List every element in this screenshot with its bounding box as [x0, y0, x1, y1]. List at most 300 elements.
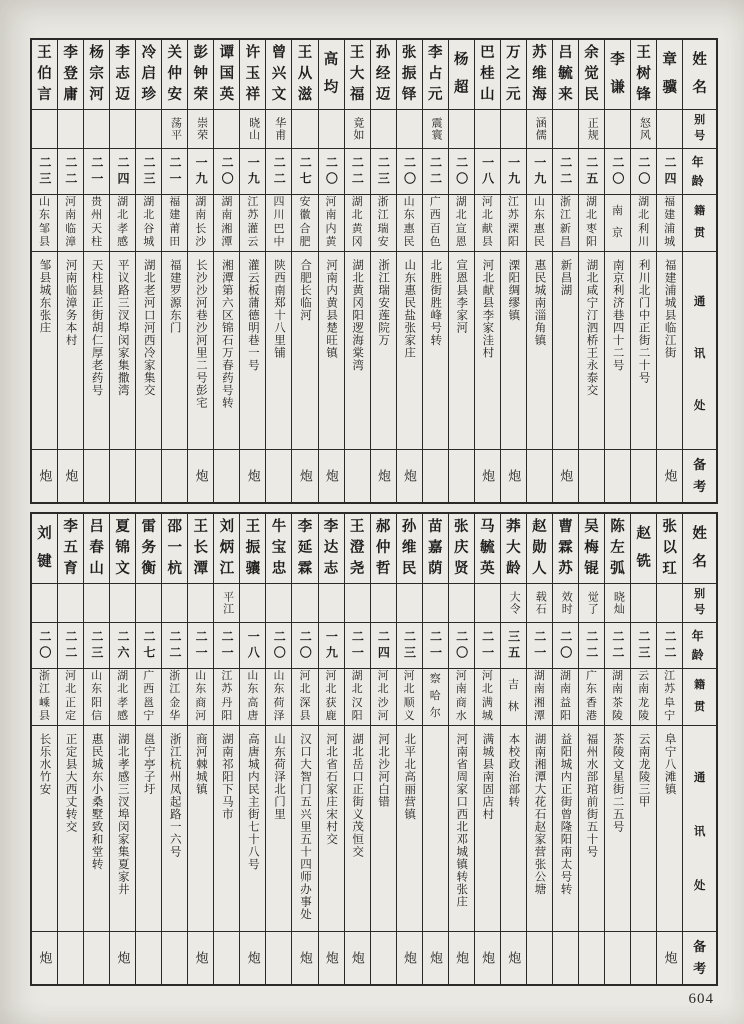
age-cell: 二七 [136, 623, 161, 669]
name-cell: 刘 键 [32, 514, 57, 584]
note-cell: 炮 [506, 469, 522, 483]
address-cell: 湖北黄冈阳逻海棠湾 [345, 252, 370, 450]
alias-cell [397, 584, 422, 623]
address-cell: 福建罗源东门 [162, 252, 187, 450]
origin-cell: 山 东 阳 信 [84, 669, 109, 726]
person-column [423, 514, 449, 984]
note-cell [527, 932, 552, 984]
person-column [32, 514, 58, 984]
name-cell: 李 五 育 [58, 514, 83, 584]
name-cell: 彭 钟 荣 [188, 40, 213, 110]
person-column [84, 514, 110, 984]
alias-cell: 涵儒 [527, 110, 552, 149]
address-cell [423, 726, 448, 932]
person-column [240, 514, 266, 984]
note-cell: 炮 [297, 469, 313, 483]
name-cell: 莽 大 龄 [501, 514, 526, 584]
note-cell [84, 450, 109, 502]
note-cell: 炮 [115, 951, 131, 965]
person-column [449, 40, 475, 502]
age-cell: 二三 [32, 149, 57, 195]
address-cell: 北胜街胜峰号转 [423, 252, 448, 450]
origin-cell: 湖 北 宣 恩 [449, 195, 474, 252]
age-cell: 二〇 [397, 149, 422, 195]
address-cell: 湖南湘潭大花石赵家营张公塘 [527, 726, 552, 932]
address-cell: 灌云板蒲德明巷一号 [240, 252, 265, 450]
alias-cell [319, 110, 344, 149]
age-cell: 二二 [423, 149, 448, 195]
age-cell: 二〇 [214, 149, 239, 195]
age-cell: 一八 [475, 149, 500, 195]
name-cell: 刘 炳 江 [214, 514, 239, 584]
person-column [423, 40, 449, 502]
age-cell: 二一 [423, 623, 448, 669]
person-column [345, 40, 371, 502]
address-cell: 邹县城东张庄 [32, 252, 57, 450]
alias-cell: 崇荣 [188, 110, 213, 149]
origin-cell: 四 川 巴 中 [266, 195, 291, 252]
age-cell: 二一 [162, 149, 187, 195]
person-column [32, 40, 58, 502]
alias-cell [162, 584, 187, 623]
origin-cell: 山 东 惠 民 [397, 195, 422, 252]
row-label-note: 备 考 [693, 939, 707, 977]
age-cell: 一八 [240, 623, 265, 669]
age-cell: 二〇 [319, 149, 344, 195]
address-cell: 福建浦城县临江街 [657, 252, 682, 450]
row-label-origin: 籍 贯 [683, 669, 716, 726]
alias-cell [136, 584, 161, 623]
address-cell: 新昌湖 [553, 252, 578, 450]
name-cell: 王 振 骧 [240, 514, 265, 584]
origin-cell: 湖 北 黄 冈 [345, 195, 370, 252]
age-cell: 二〇 [266, 623, 291, 669]
alias-cell [214, 110, 239, 149]
note-cell: 炮 [506, 951, 522, 965]
origin-cell: 广 东 香 港 [579, 669, 604, 726]
address-cell: 云南龙陵三甲 [631, 726, 656, 932]
note-cell [345, 450, 370, 502]
note-cell: 炮 [558, 469, 574, 483]
origin-cell: 南 京 [605, 195, 630, 252]
alias-cell [319, 584, 344, 623]
name-cell: 苗 嘉 荫 [423, 514, 448, 584]
name-cell: 邵 一 杭 [162, 514, 187, 584]
alias-cell [501, 110, 526, 149]
name-cell: 吴 梅 锟 [579, 514, 604, 584]
alias-cell: 载石 [527, 584, 552, 623]
age-cell: 二五 [579, 149, 604, 195]
alias-cell [371, 584, 396, 623]
address-cell: 商河棘城镇 [188, 726, 213, 932]
person-column [605, 40, 631, 502]
address-cell: 湖北咸宁汀泗桥王永泰交 [579, 252, 604, 450]
age-cell: 二二 [162, 623, 187, 669]
person-column [527, 514, 553, 984]
alias-cell [32, 584, 57, 623]
age-cell: 二二 [58, 149, 83, 195]
alias-cell [58, 110, 83, 149]
alias-cell: 华甫 [266, 110, 291, 149]
address-cell: 茶陵文星街二五号 [605, 726, 630, 932]
alias-cell [84, 110, 109, 149]
name-cell: 李 延 霖 [292, 514, 317, 584]
note-cell [58, 932, 83, 984]
note-cell [214, 450, 239, 502]
name-cell: 王 大 福 [345, 40, 370, 110]
address-cell: 河北沙河白错 [371, 726, 396, 932]
age-cell: 二〇 [449, 623, 474, 669]
address-cell: 邕宁亭子圩 [136, 726, 161, 932]
row-label-age: 年 龄 [683, 149, 716, 195]
note-cell [84, 932, 109, 984]
alias-cell [657, 110, 682, 149]
alias-cell: 怒风 [631, 110, 656, 149]
alias-cell [110, 110, 135, 149]
person-column [579, 40, 605, 502]
origin-cell: 山 东 邹 县 [32, 195, 57, 252]
row-label-alias: 别 号 [683, 584, 716, 623]
note-cell [527, 450, 552, 502]
name-cell: 曹 霖 苏 [553, 514, 578, 584]
note-cell: 炮 [245, 469, 261, 483]
note-cell [631, 450, 656, 502]
age-cell: 二二 [266, 149, 291, 195]
address-cell: 天柱县正街胡仁厚老药号 [84, 252, 109, 450]
name-cell: 李 志 迈 [110, 40, 135, 110]
address-cell: 平议路三汊埠闵家集撒湾 [110, 252, 135, 450]
person-column [266, 514, 292, 984]
name-cell: 关 仲 安 [162, 40, 187, 110]
note-cell: 炮 [37, 951, 53, 965]
address-cell: 浙江杭州凤起路一六号 [162, 726, 187, 932]
origin-cell: 河 北 获 鹿 [319, 669, 344, 726]
name-cell: 李 登 庸 [58, 40, 83, 110]
address-cell: 惠民城南淄角镇 [527, 252, 552, 450]
alias-cell: 荡平 [162, 110, 187, 149]
address-cell: 长沙沙河巷沙河里二号彭宅 [188, 252, 213, 450]
address-cell: 河北省石家庄宋村交 [319, 726, 344, 932]
person-column [162, 40, 188, 502]
address-cell: 湘潭第六区锦石万春药号转 [214, 252, 239, 450]
address-cell: 宣恩县李家河 [449, 252, 474, 450]
note-cell: 炮 [402, 951, 417, 965]
origin-cell: 湖 北 利 川 [631, 195, 656, 252]
alias-cell [58, 584, 83, 623]
origin-cell: 贵 州 天 柱 [84, 195, 109, 252]
name-cell: 余 觉 民 [579, 40, 604, 110]
age-cell: 二〇 [292, 623, 317, 669]
name-cell: 赵 铣 [631, 514, 656, 584]
person-column [136, 514, 162, 984]
origin-cell: 察 哈 尔 [423, 669, 448, 726]
note-cell [605, 932, 630, 984]
person-column [214, 514, 240, 984]
alias-cell [605, 110, 630, 149]
alias-cell [657, 584, 682, 623]
address-cell: 溧阳绸缪镇 [501, 252, 526, 450]
note-cell [423, 450, 448, 502]
age-cell: 三五 [501, 623, 526, 669]
person-column [657, 514, 683, 984]
name-cell: 谭 国 英 [214, 40, 239, 110]
note-cell [136, 450, 161, 502]
note-cell [266, 450, 291, 502]
person-column [605, 514, 631, 984]
person-column [631, 514, 657, 984]
name-cell: 陈 左 弧 [605, 514, 630, 584]
name-cell: 苏 维 海 [527, 40, 552, 110]
age-cell: 二三 [397, 623, 422, 669]
age-cell: 二二 [58, 623, 83, 669]
age-cell: 二〇 [553, 623, 578, 669]
origin-cell: 浙 江 瑞 安 [371, 195, 396, 252]
name-cell: 许 玉 祥 [240, 40, 265, 110]
origin-cell: 河 北 沙 河 [371, 669, 396, 726]
row-label-origin: 籍 贯 [683, 195, 716, 252]
alias-cell [397, 110, 422, 149]
person-column [214, 40, 240, 502]
address-cell: 长乐水竹安 [32, 726, 57, 932]
note-cell: 炮 [37, 469, 53, 483]
name-cell: 王 长 潭 [188, 514, 213, 584]
address-cell: 湖南祁阳下马市 [214, 726, 239, 932]
origin-cell: 河 南 内 黄 [319, 195, 344, 252]
row-label-note: 备 考 [693, 457, 707, 495]
address-cell: 阜宁八滩镇 [657, 726, 682, 932]
name-cell: 巴 桂 山 [475, 40, 500, 110]
address-cell: 福州水部琯前街五十号 [579, 726, 604, 932]
age-cell: 二〇 [449, 149, 474, 195]
age-cell: 二〇 [631, 149, 656, 195]
address-cell: 汉口大智门五兴里五十四师办事处 [292, 726, 317, 932]
origin-cell: 江 苏 丹 阳 [214, 669, 239, 726]
person-column [553, 514, 579, 984]
name-cell: 冷 启 珍 [136, 40, 161, 110]
row-label-address: 通 讯 处 [683, 252, 716, 450]
person-column [501, 40, 527, 502]
alias-cell: 效时 [553, 584, 578, 623]
alias-cell [110, 584, 135, 623]
origin-cell: 湖 北 孝 感 [110, 195, 135, 252]
alias-cell [449, 110, 474, 149]
person-column [58, 40, 84, 502]
note-cell: 炮 [297, 951, 313, 965]
alias-cell [292, 110, 317, 149]
note-cell [553, 932, 578, 984]
alias-cell: 震寰 [423, 110, 448, 149]
alias-cell: 大令 [501, 584, 526, 623]
address-cell: 河南内黄县楚旺镇 [319, 252, 344, 450]
name-cell: 曾 兴 文 [266, 40, 291, 110]
origin-cell: 湖 南 长 沙 [188, 195, 213, 252]
person-column [657, 40, 683, 502]
address-cell: 山东荷泽北门里 [266, 726, 291, 932]
age-cell: 二一 [84, 149, 109, 195]
person-column [58, 514, 84, 984]
roster-table-upper [30, 38, 718, 504]
age-cell: 二二 [579, 623, 604, 669]
origin-cell: 广 西 百 色 [423, 195, 448, 252]
origin-cell: 湖 南 茶 陵 [605, 669, 630, 726]
origin-cell: 山 东 高 唐 [240, 669, 265, 726]
person-column [397, 40, 423, 502]
age-cell: 一九 [319, 623, 344, 669]
note-cell [579, 450, 604, 502]
person-column [631, 40, 657, 502]
row-label-column [683, 514, 716, 984]
alias-cell [371, 110, 396, 149]
age-cell: 二三 [631, 623, 656, 669]
address-cell: 满城县南固店村 [475, 726, 500, 932]
person-column [345, 514, 371, 984]
origin-cell: 福 建 莆 田 [162, 195, 187, 252]
alias-cell [475, 584, 500, 623]
origin-cell: 浙 江 新 昌 [553, 195, 578, 252]
name-cell: 张 庆 贤 [449, 514, 474, 584]
row-label-name: 姓 名 [683, 514, 716, 584]
address-cell: 高唐城内民主街七十八号 [240, 726, 265, 932]
person-column [110, 514, 136, 984]
note-cell [136, 932, 161, 984]
name-cell: 牛 宝 忠 [266, 514, 291, 584]
age-cell: 二一 [475, 623, 500, 669]
alias-cell: 觉了 [579, 584, 604, 623]
origin-cell: 河 南 临 漳 [58, 195, 83, 252]
note-cell [605, 450, 630, 502]
name-cell: 王 树 锋 [631, 40, 656, 110]
name-cell: 章 骥 [657, 40, 682, 110]
age-cell: 二四 [657, 149, 682, 195]
note-cell: 炮 [375, 469, 391, 483]
row-label-column [683, 40, 716, 502]
age-cell: 二六 [110, 623, 135, 669]
name-cell: 万 之 元 [501, 40, 526, 110]
roster-table-lower [30, 512, 718, 986]
note-cell: 炮 [662, 469, 678, 483]
origin-cell: 湖 南 益 阳 [553, 669, 578, 726]
age-cell: 二四 [110, 149, 135, 195]
origin-cell: 云 南 龙 陵 [631, 669, 656, 726]
origin-cell: 江 苏 阜 宁 [657, 669, 682, 726]
row-label-alias: 别 号 [683, 110, 716, 149]
note-cell [631, 932, 656, 984]
person-column [475, 40, 501, 502]
origin-cell: 山 东 商 河 [188, 669, 213, 726]
address-cell: 浙江瑞安莲院万 [371, 252, 396, 450]
address-cell: 南京利济巷四十二号 [605, 252, 630, 450]
name-cell: 李 占 元 [423, 40, 448, 110]
note-cell: 炮 [193, 951, 209, 965]
age-cell: 二二 [605, 623, 630, 669]
name-cell: 张 以 玒 [657, 514, 682, 584]
age-cell: 一九 [527, 149, 552, 195]
note-cell: 炮 [63, 469, 79, 483]
age-cell: 二三 [84, 623, 109, 669]
age-cell: 二一 [214, 623, 239, 669]
age-cell: 二二 [657, 623, 682, 669]
note-cell: 炮 [323, 469, 339, 483]
name-cell: 孙 经 迈 [371, 40, 396, 110]
person-column [292, 40, 318, 502]
note-cell: 炮 [480, 951, 496, 965]
name-cell: 赵 勋 人 [527, 514, 552, 584]
person-column [84, 40, 110, 502]
name-cell: 高 均 [319, 40, 344, 110]
person-column [319, 40, 345, 502]
note-cell [110, 450, 135, 502]
name-cell: 马 毓 英 [475, 514, 500, 584]
alias-cell: 晓山 [240, 110, 265, 149]
origin-cell: 河 北 献 县 [475, 195, 500, 252]
address-cell: 利川北门中正街二十号 [631, 252, 656, 450]
age-cell: 二七 [292, 149, 317, 195]
name-cell: 李 达 志 [319, 514, 344, 584]
origin-cell: 湖 南 湘 潭 [214, 195, 239, 252]
row-label-age: 年 龄 [683, 623, 716, 669]
address-cell: 惠民城东小桑墅致和堂转 [84, 726, 109, 932]
address-cell: 正定县大西丈转交 [58, 726, 83, 932]
note-cell: 炮 [480, 469, 496, 483]
alias-cell [136, 110, 161, 149]
note-cell: 炮 [245, 951, 261, 965]
note-cell [449, 450, 474, 502]
alias-cell [345, 584, 370, 623]
age-cell: 二〇 [605, 149, 630, 195]
age-cell: 二二 [553, 149, 578, 195]
age-cell: 二一 [345, 623, 370, 669]
note-cell: 炮 [349, 951, 365, 965]
person-column [240, 40, 266, 502]
origin-cell: 河 南 商 水 [449, 669, 474, 726]
note-cell: 炮 [454, 951, 470, 965]
alias-cell [423, 584, 448, 623]
address-cell: 山东惠民盐张家庄 [397, 252, 422, 450]
person-column [579, 514, 605, 984]
age-cell: 一九 [188, 149, 213, 195]
origin-cell: 山 东 荷 泽 [266, 669, 291, 726]
age-cell: 一九 [501, 149, 526, 195]
alias-cell: 平江 [214, 584, 239, 623]
age-cell: 二四 [371, 623, 396, 669]
origin-cell: 浙 江 金 华 [162, 669, 187, 726]
alias-cell [292, 584, 317, 623]
name-cell: 李 谦 [605, 40, 630, 110]
alias-cell [631, 584, 656, 623]
note-cell [266, 932, 291, 984]
alias-cell [188, 584, 213, 623]
origin-cell: 河 北 深 县 [292, 669, 317, 726]
alias-cell: 竟如 [345, 110, 370, 149]
person-column [292, 514, 318, 984]
note-cell [162, 450, 187, 502]
address-cell: 河南省周家口西北邓城镇转张庄 [449, 726, 474, 932]
note-cell [214, 932, 239, 984]
name-cell: 王 澄 尧 [345, 514, 370, 584]
age-cell: 二一 [188, 623, 213, 669]
row-label-address: 通 讯 处 [683, 726, 716, 932]
address-cell: 湖北岳口正街义茂恒交 [345, 726, 370, 932]
person-column [371, 514, 397, 984]
alias-cell [32, 110, 57, 149]
alias-cell [449, 584, 474, 623]
note-cell: 炮 [323, 951, 339, 965]
alias-cell [553, 110, 578, 149]
name-cell: 王 伯 言 [32, 40, 57, 110]
origin-cell: 浙 江 嵊 县 [32, 669, 57, 726]
age-cell: 二〇 [32, 623, 57, 669]
origin-cell: 河 北 顺 义 [397, 669, 422, 726]
